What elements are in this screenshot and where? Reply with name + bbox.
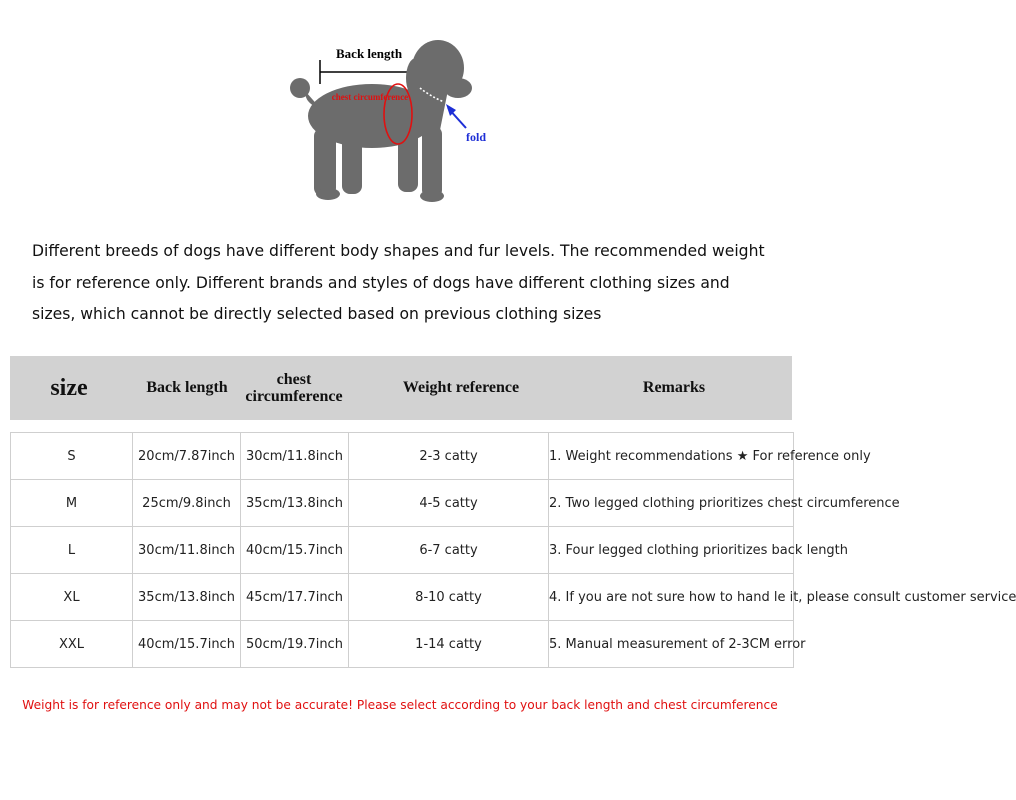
- size-cell: M: [11, 480, 133, 527]
- weight-cell: 4-5 catty: [349, 480, 549, 527]
- header-remarks: Remarks: [642, 379, 706, 396]
- header-chest-line1: chest: [276, 371, 312, 388]
- remark-cell: 4. If you are not sure how to hand le it, please consult customer service: [549, 574, 794, 621]
- size-table: [10, 432, 1016, 668]
- dog-measurement-diagram: [280, 30, 520, 210]
- chest-cell: 50cm/19.7inch: [241, 621, 349, 668]
- back-length-label: Back length: [336, 46, 403, 61]
- header-chest-circumference: [234, 356, 354, 420]
- remark-cell: 5. Manual measurement of 2-3CM error: [549, 621, 794, 668]
- chest-circumference-label: chest circumference: [331, 92, 409, 102]
- remark-cell: 3. Four legged clothing prioritizes back length: [549, 527, 794, 574]
- weight-cell: 1-14 catty: [349, 621, 549, 668]
- back-length-cell: 25cm/9.8inch: [133, 480, 241, 527]
- table-row: [11, 433, 794, 480]
- table-row: [11, 480, 794, 527]
- remark-cell: 2. Two legged clothing prioritizes chest circumference: [549, 480, 794, 527]
- fold-label: fold: [466, 130, 487, 144]
- remark-cell: 1. Weight recommendations ★ For reference only: [549, 433, 794, 480]
- back-length-cell: 40cm/15.7inch: [133, 621, 241, 668]
- weight-cell: 2-3 catty: [349, 433, 549, 480]
- weight-cell: 8-10 catty: [349, 574, 549, 621]
- chest-cell: 30cm/11.8inch: [241, 433, 349, 480]
- size-cell: XXL: [11, 621, 133, 668]
- intro-paragraph: Different breeds of dogs have different body shapes and fur levels. The recommended weight is for reference only. Different brands and styles of dogs have different clothing sizes and sizes, which cannot be directly selected based on previous clothing sizes: [32, 242, 765, 323]
- table-row: [11, 574, 794, 621]
- back-length-cell: 20cm/7.87inch: [133, 433, 241, 480]
- chest-cell: 45cm/17.7inch: [241, 574, 349, 621]
- weight-disclaimer: Weight is for reference only and may not be accurate! Please select according to your back length and chest circumference: [22, 698, 778, 712]
- back-length-cell: 35cm/13.8inch: [133, 574, 241, 621]
- table-row: [11, 527, 794, 574]
- header-weight-reference: Weight reference: [402, 379, 520, 396]
- size-cell: XL: [11, 574, 133, 621]
- back-length-cell: 30cm/11.8inch: [133, 527, 241, 574]
- table-row: [11, 621, 794, 668]
- weight-cell: 6-7 catty: [349, 527, 549, 574]
- size-cell: L: [11, 527, 133, 574]
- size-cell: S: [11, 433, 133, 480]
- header-back-length: Back length: [146, 379, 228, 396]
- chest-cell: 40cm/15.7inch: [241, 527, 349, 574]
- header-chest-line2: circumference: [245, 388, 343, 405]
- header-size: size: [50, 374, 88, 401]
- chest-cell: 35cm/13.8inch: [241, 480, 349, 527]
